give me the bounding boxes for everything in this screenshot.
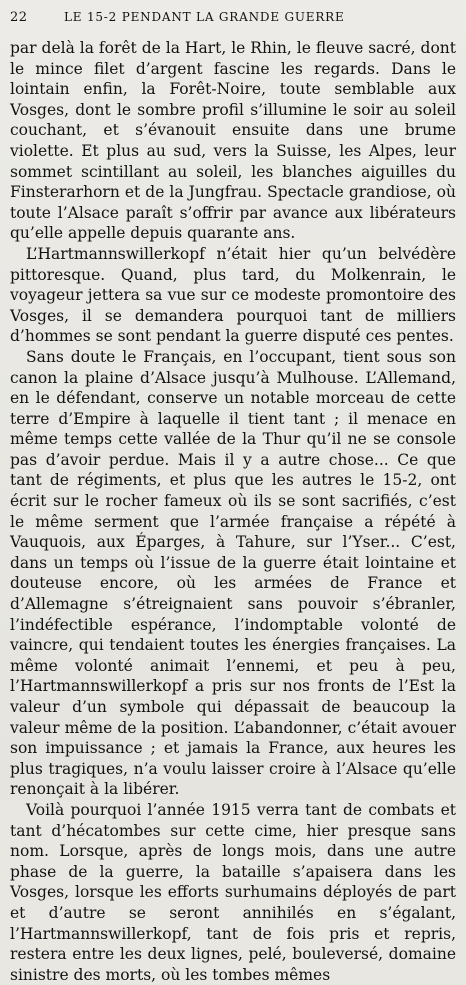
paragraph-2: L’Hartmannswillerkopf n’était hier qu’un belvédère pittoresque. Quand, plus tard, du Molkenrain, le voyageur jettera sa vue sur ce modeste promontoire des Vosges, il se demandera pourquoi tant de milliers d’hommes se sont pendant la guerre disputé ces pentes. [10, 244, 456, 346]
running-header [10, 10, 456, 34]
page-number: 22 [10, 10, 28, 25]
running-header-title: LE 15-2 PENDANT LA GRANDE GUERRE [64, 10, 345, 24]
paragraph-4: Voilà pourquoi l’année 1915 verra tant de combats et tant d’hécatombes sur cette cime, hier presque sans nom. Lorsque, après de longs mois, dans une autre phase de la guerre, la bataille s’apaisera dans les Vosges, lorsque les efforts surhumains déployés de part et d’autre se seront annihilés en s’égalant, l’Hartmannswillerkopf, tant de fois pris et repris, restera entre les deux lignes, pelé, bouleversé, domaine sinistre des morts, où les tombes mêmes [10, 800, 456, 984]
body-text [10, 38, 456, 985]
paragraph-3: Sans doute le Français, en l’occupant, tient sous son canon la plaine d’Alsace jusqu’à Mulhouse. L’Allemand, en le défendant, conserve un notable morceau de cette terre d’Empire à laquelle il tient tant ; il menace en même temps cette vallée de la Thur qu’il ne se console pas d’avoir perdue. Mais il y a autre chose... Ce que tant de régiments, et plus que les autres le 15-2, ont écrit sur le rocher fameux où ils se sont sacrifiés, c’est le même serment que l’armée française a répété à Vauquois, aux Éparges, à Tahure, sur l’Yser... C’est, dans un temps où l’issue de la guerre était lointaine et douteuse encore, où les armées de France et d’Allemagne s’étreignaient sans pouvoir s’ébranler, l’indéfectible espérance, l’indomptable volonté de vaincre, qui tendaient toutes les énergies françaises. La même volonté animait l’ennemi, et peu à peu, l’Hartmannswillerkopf a pris sur nos fronts de l’Est la valeur d’un symbole qui dépassait de beaucoup la valeur même de la position. L’abandonner, c’était avouer son impuissance ; et jamais la France, aux heures les plus tragiques, n’a voulu laisser croire à l’Alsace qu’elle renonçait à la libérer. [10, 347, 456, 799]
paragraph-1: par delà la forêt de la Hart, le Rhin, le fleuve sacré, dont le mince filet d’argent fascine les regards. Dans le lointain enfin, la Forêt-Noire, toute semblable aux Vosges, dont le sombre profil s’illumine le soir au soleil couchant, et s’évanouit ensuite dans une brume violette. Et plus au sud, vers la Suisse, les Alpes, leur sommet scintillant au soleil, les blanches aiguilles du Finsterarhorn et de la Jungfrau. Spectacle grandiose, où toute l’Alsace paraît s’offrir par avance aux libérateurs qu’elle appelle depuis quarante ans. [10, 39, 456, 243]
